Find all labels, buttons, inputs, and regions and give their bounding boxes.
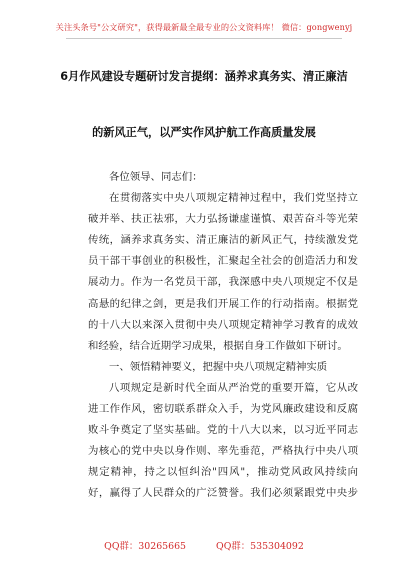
body-text-line: 败斗争奠定了坚实基础。党的十八大以来，以习近平同志 (88, 424, 358, 437)
body-text-line: 的十八大以来深入贯彻中央八项规定精神学习教育的成效 (88, 318, 358, 331)
body-text-line: 传统，涵养求真务实、清正廉洁的新风正气，持续激发党 (88, 234, 358, 247)
body-text-line: 好，赢得了人民群众的广泛赞誉。我们必须紧跟党中央步 (88, 487, 358, 500)
body-text-line: 规定精神，持之以恒纠治"四风"，推动党风政风持续向 (88, 466, 358, 479)
body-text-line: 进工作作风，密切联系群众入手，为党风廉政建设和反腐 (88, 403, 358, 416)
body-text-line: 八项规定是新时代全面从严治党的重要开篇，它从改 (109, 381, 358, 394)
page-footer (0, 538, 408, 552)
body-text-line: 员干部干事创业的积极性，汇聚起全社会的创造活力和发 (88, 255, 358, 268)
page-header-notice: 关注头条号"公文研究"，获得最新最全最专业的公文资料库！ 微信：gongwenyj (55, 22, 353, 32)
body-text-line: 和经验，结合近期学习成果，根据自身工作做如下研讨。 (88, 339, 348, 352)
footer-qq-group-1: QQ群：30265665 (104, 541, 187, 552)
document-title-line-1: 6月作风建设专题研讨发言提纲：涵养求真务实、清正廉洁 (60, 70, 348, 83)
body-text-line: 破并举、扶正祛邪，大力弘扬谦虚谨慎、艰苦奋斗等光荣 (88, 213, 358, 226)
body-text-line: 展动力。作为一名党员干部，我深感中央八项规定不仅是 (88, 276, 358, 289)
body-text-line: 高悬的纪律之剑，更是我们开展工作的行动指南。根据党 (88, 297, 358, 310)
document-title-line-2: 的新风正气，以严实作风护航工作高质量发展 (92, 126, 316, 139)
body-text-line: 在贯彻落实中央八项规定精神过程中，我们党坚持立 (109, 192, 358, 205)
body-text-line: 各位领导、同志们： (109, 171, 203, 183)
document-body (88, 167, 358, 505)
header-divider (66, 38, 342, 39)
body-text-line: 一、领悟精神要义，把握中央八项规定精神实质 (109, 360, 328, 373)
body-text-line: 为核心的党中央以身作则、率先垂范，严格执行中央八项 (88, 445, 358, 458)
footer-qq-group-2: QQ群：535304092 (216, 541, 304, 552)
